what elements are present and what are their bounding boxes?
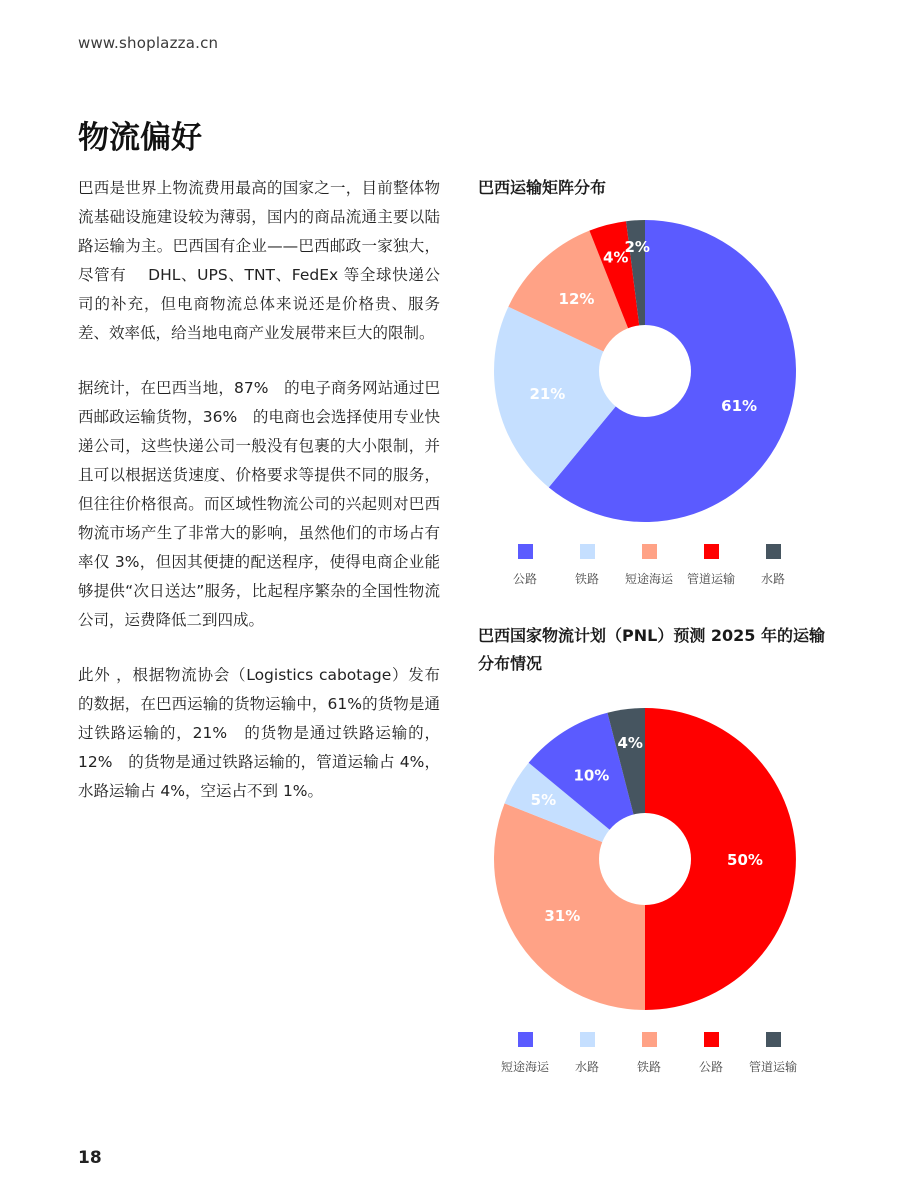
chart-1-data-label-4: 2%	[624, 238, 650, 257]
chart-2-legend-label: 公路	[698, 1060, 723, 1074]
chart-1-data-label-2: 12%	[558, 290, 595, 309]
chart-1-data-label-1: 21%	[529, 384, 566, 403]
page-title: 物流偏好	[78, 120, 202, 156]
pie-chart-pnl-2025	[490, 704, 800, 1014]
chart-2-legend-swatch	[766, 1032, 781, 1047]
chart-2-data-label-1: 31%	[544, 907, 581, 926]
chart-1-legend-swatch	[704, 544, 719, 559]
chart-1-legend-label: 短途海运	[624, 572, 673, 586]
chart-1-data-label-0: 61%	[721, 396, 758, 415]
chart-2-legend-swatch	[580, 1032, 595, 1047]
chart-2-legend-item	[680, 1032, 742, 1075]
site-url: www.shoplazza.cn	[78, 34, 219, 52]
chart-1-legend-swatch	[642, 544, 657, 559]
chart-2-legend-item	[618, 1032, 680, 1075]
chart-2-legend-item	[494, 1032, 556, 1075]
chart-1-legend-swatch	[518, 544, 533, 559]
paragraph-3: 此外 ，根据物流协会（Logistics cabotage）发布的数据，在巴西运输的货物运输中，61%的货物是通过铁路运输的，21% 的货物是通过铁路运输的，12% 的货物是通过铁路运输的，管道运输占 4%，水路运输占 4%，空运占不到 1%。	[78, 666, 440, 800]
chart-2-donut-hole	[599, 813, 691, 905]
chart-2-legend-label: 管道运输	[748, 1060, 797, 1074]
chart-2-data-label-2: 5%	[530, 790, 557, 809]
chart-1-legend-item	[680, 544, 742, 587]
chart-2-data-label-0: 50%	[727, 851, 763, 869]
chart-2-legend-swatch	[642, 1032, 657, 1047]
paragraph-1: 巴西是世界上物流费用最高的国家之一，目前整体物流基础设施建设较为薄弱，国内的商品流通主要以陆路运输为主。巴西国有企业——巴西邮政一家独大，尽管有 DHL、UPS、TNT、FedEx 等全球快递公司的补充，但电商物流总体来说还是价格贵、服务差、效率低，给当地电商产业发展带来巨大的限制。	[78, 179, 440, 342]
pie-chart-transport-matrix	[490, 216, 800, 526]
paragraph-2: 据统计，在巴西当地，87% 的电子商务网站通过巴西邮政运输货物，36% 的电商也会选择使用专业快递公司，这些快递公司一般没有包裹的大小限制，并且可以根据送货速度、价格要求等提供不同的服务，但往往价格很高。而区域性物流公司的兴起则对巴西物流市场产生了非常大的影响，虽然他们的市场占有率仅 3%，但因其便捷的配送程序，使得电商企业能够提供“次日送达”服务，比起程序繁杂的全国性物流公司，运费降低二到四成。	[78, 379, 440, 629]
chart-1-legend-label: 水路	[760, 572, 785, 586]
body-text	[78, 174, 440, 832]
chart-2-legend-label: 铁路	[636, 1060, 661, 1074]
chart-2-data-label-4: 4%	[617, 733, 643, 752]
chart-1-legend-label: 管道运输	[686, 572, 735, 586]
chart-1-legend-label: 公路	[512, 572, 537, 586]
chart-2-legend	[494, 1032, 804, 1075]
chart-2-legend-swatch	[704, 1032, 719, 1047]
chart-2-legend-label: 水路	[574, 1060, 599, 1074]
page-number: 18	[78, 1148, 102, 1168]
chart-1-legend-item	[556, 544, 618, 587]
chart-1-donut-hole	[599, 325, 691, 417]
chart-1-legend	[494, 544, 804, 587]
chart-1-legend-label: 铁路	[574, 572, 599, 586]
chart-1-legend-item	[494, 544, 556, 587]
chart-2-title: 巴西国家物流计划（PNL）预测 2025 年的运输分布情况	[478, 626, 825, 673]
chart-2-legend-label: 短途海运	[500, 1060, 549, 1074]
chart-1-legend-item	[618, 544, 680, 587]
chart-2-legend-item	[556, 1032, 618, 1075]
chart-1-legend-swatch	[580, 544, 595, 559]
chart-1-legend-item	[742, 544, 804, 587]
chart-1-data-label-3: 4%	[602, 248, 629, 267]
chart-2-legend-item	[742, 1032, 804, 1075]
chart-2-data-label-3: 10%	[573, 766, 610, 785]
chart-2-legend-swatch	[518, 1032, 533, 1047]
chart-1-legend-swatch	[766, 544, 781, 559]
chart-1-title: 巴西运输矩阵分布	[478, 178, 607, 197]
